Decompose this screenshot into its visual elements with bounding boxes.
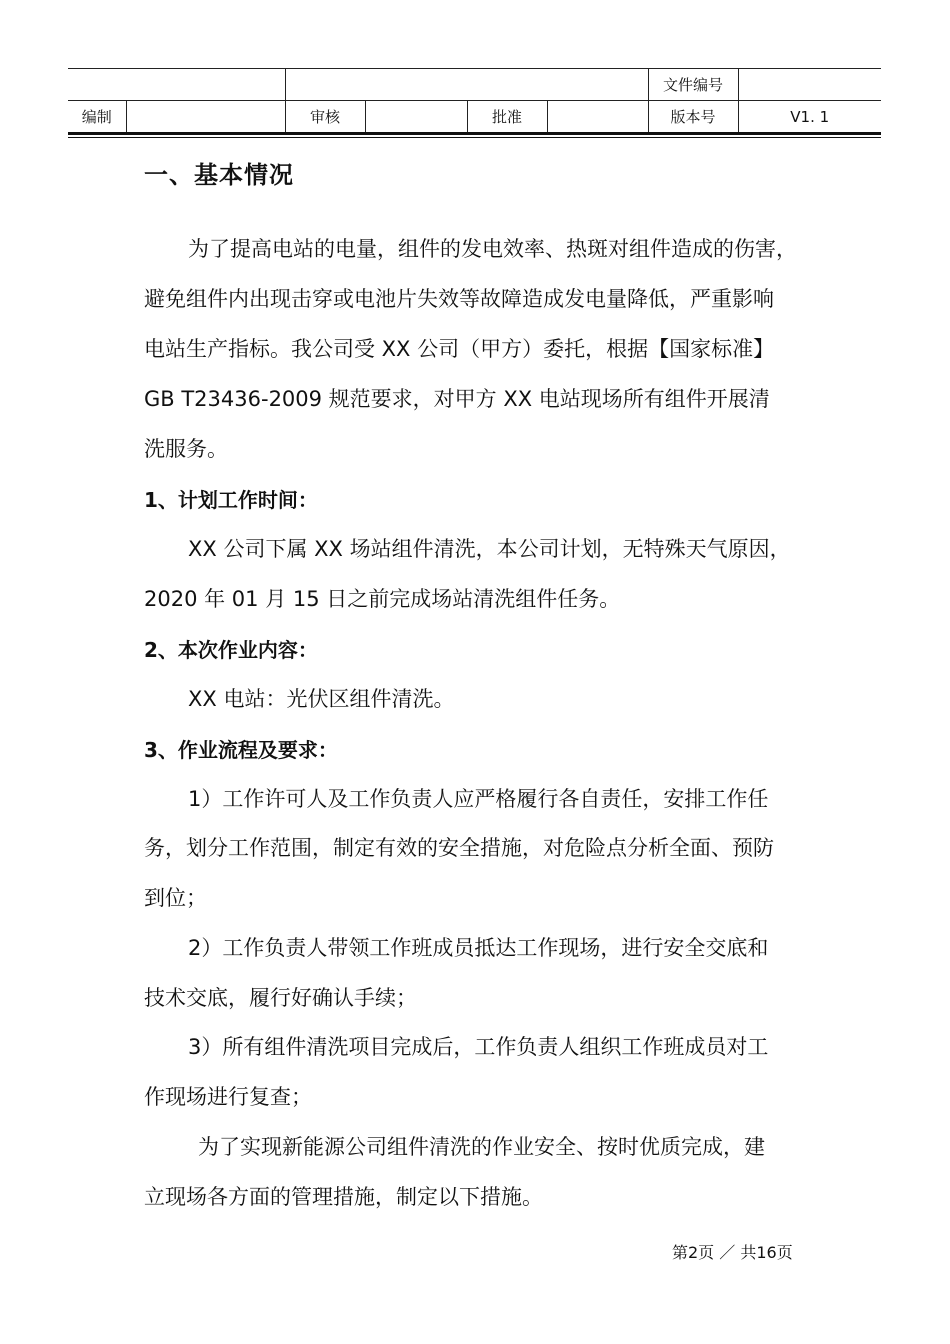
subsection-title-1: 1、计划工作时间： xyxy=(144,488,318,512)
intro-line: 电站生产指标。我公司受 XX 公司（甲方）委托，根据【国家标准】 xyxy=(144,337,775,361)
intro-line: 避免组件内出现击穿或电池片失效等故障造成发电量降低，严重影响 xyxy=(144,287,774,311)
sub3-line: 立现场各方面的管理措施，制定以下措施。 xyxy=(144,1185,543,1209)
section-title: 一、基本情况 xyxy=(144,161,294,189)
sub2-line: XX 电站：光伏区组件清洗。 xyxy=(188,687,455,711)
intro-line: GB T23436-2009 规范要求，对甲方 XX 电站现场所有组件开展清 xyxy=(144,387,770,411)
sub1-line: 2020 年 01 月 15 日之前完成场站清洗组件任务。 xyxy=(144,587,621,611)
sub3-line: 技术交底，履行好确认手续； xyxy=(144,986,417,1010)
sub1-line: XX 公司下属 XX 场站组件清洗，本公司计划，无特殊天气原因， xyxy=(188,537,791,561)
header-divider-thick xyxy=(68,132,881,135)
sub3-line: 3）所有组件清洗项目完成后，工作负责人组织工作班成员对工 xyxy=(188,1035,769,1059)
review-value xyxy=(365,101,467,133)
header-blank-cell xyxy=(285,69,648,101)
sub3-line: 务，划分工作范围，制定有效的安全措施，对危险点分析全面、预防 xyxy=(144,836,774,860)
sub3-line: 2）工作负责人带领工作班成员抵达工作现场，进行安全交底和 xyxy=(188,936,769,960)
approve-value xyxy=(547,101,648,133)
header-blank-cell xyxy=(68,69,285,101)
intro-line: 为了提高电站的电量，组件的发电效率、热斑对组件造成的伤害， xyxy=(188,237,797,261)
header-table xyxy=(68,68,881,133)
review-label: 审核 xyxy=(285,101,365,133)
approve-label: 批准 xyxy=(467,101,547,133)
subsection-title-3: 3、作业流程及要求： xyxy=(144,738,338,762)
editor-label: 编制 xyxy=(68,101,126,133)
version-label: 版本号 xyxy=(648,101,738,133)
doc-number-value xyxy=(738,69,881,101)
doc-number-label: 文件编号 xyxy=(648,69,738,101)
document-header xyxy=(68,68,881,133)
version-value: V1. 1 xyxy=(738,101,881,133)
sub3-line: 作现场进行复查； xyxy=(144,1085,312,1109)
sub3-line: 1）工作许可人及工作负责人应严格履行各自责任，安排工作任 xyxy=(188,787,769,811)
subsection-title-2: 2、本次作业内容： xyxy=(144,638,318,662)
editor-value xyxy=(126,101,285,133)
intro-line: 洗服务。 xyxy=(144,437,228,461)
sub3-line: 为了实现新能源公司组件清洗的作业安全、按时优质完成，建 xyxy=(198,1135,765,1159)
header-divider-thin xyxy=(68,137,881,138)
sub3-line: 到位； xyxy=(144,886,207,910)
page-number: 第2页 ／ 共16页 xyxy=(672,1243,793,1262)
